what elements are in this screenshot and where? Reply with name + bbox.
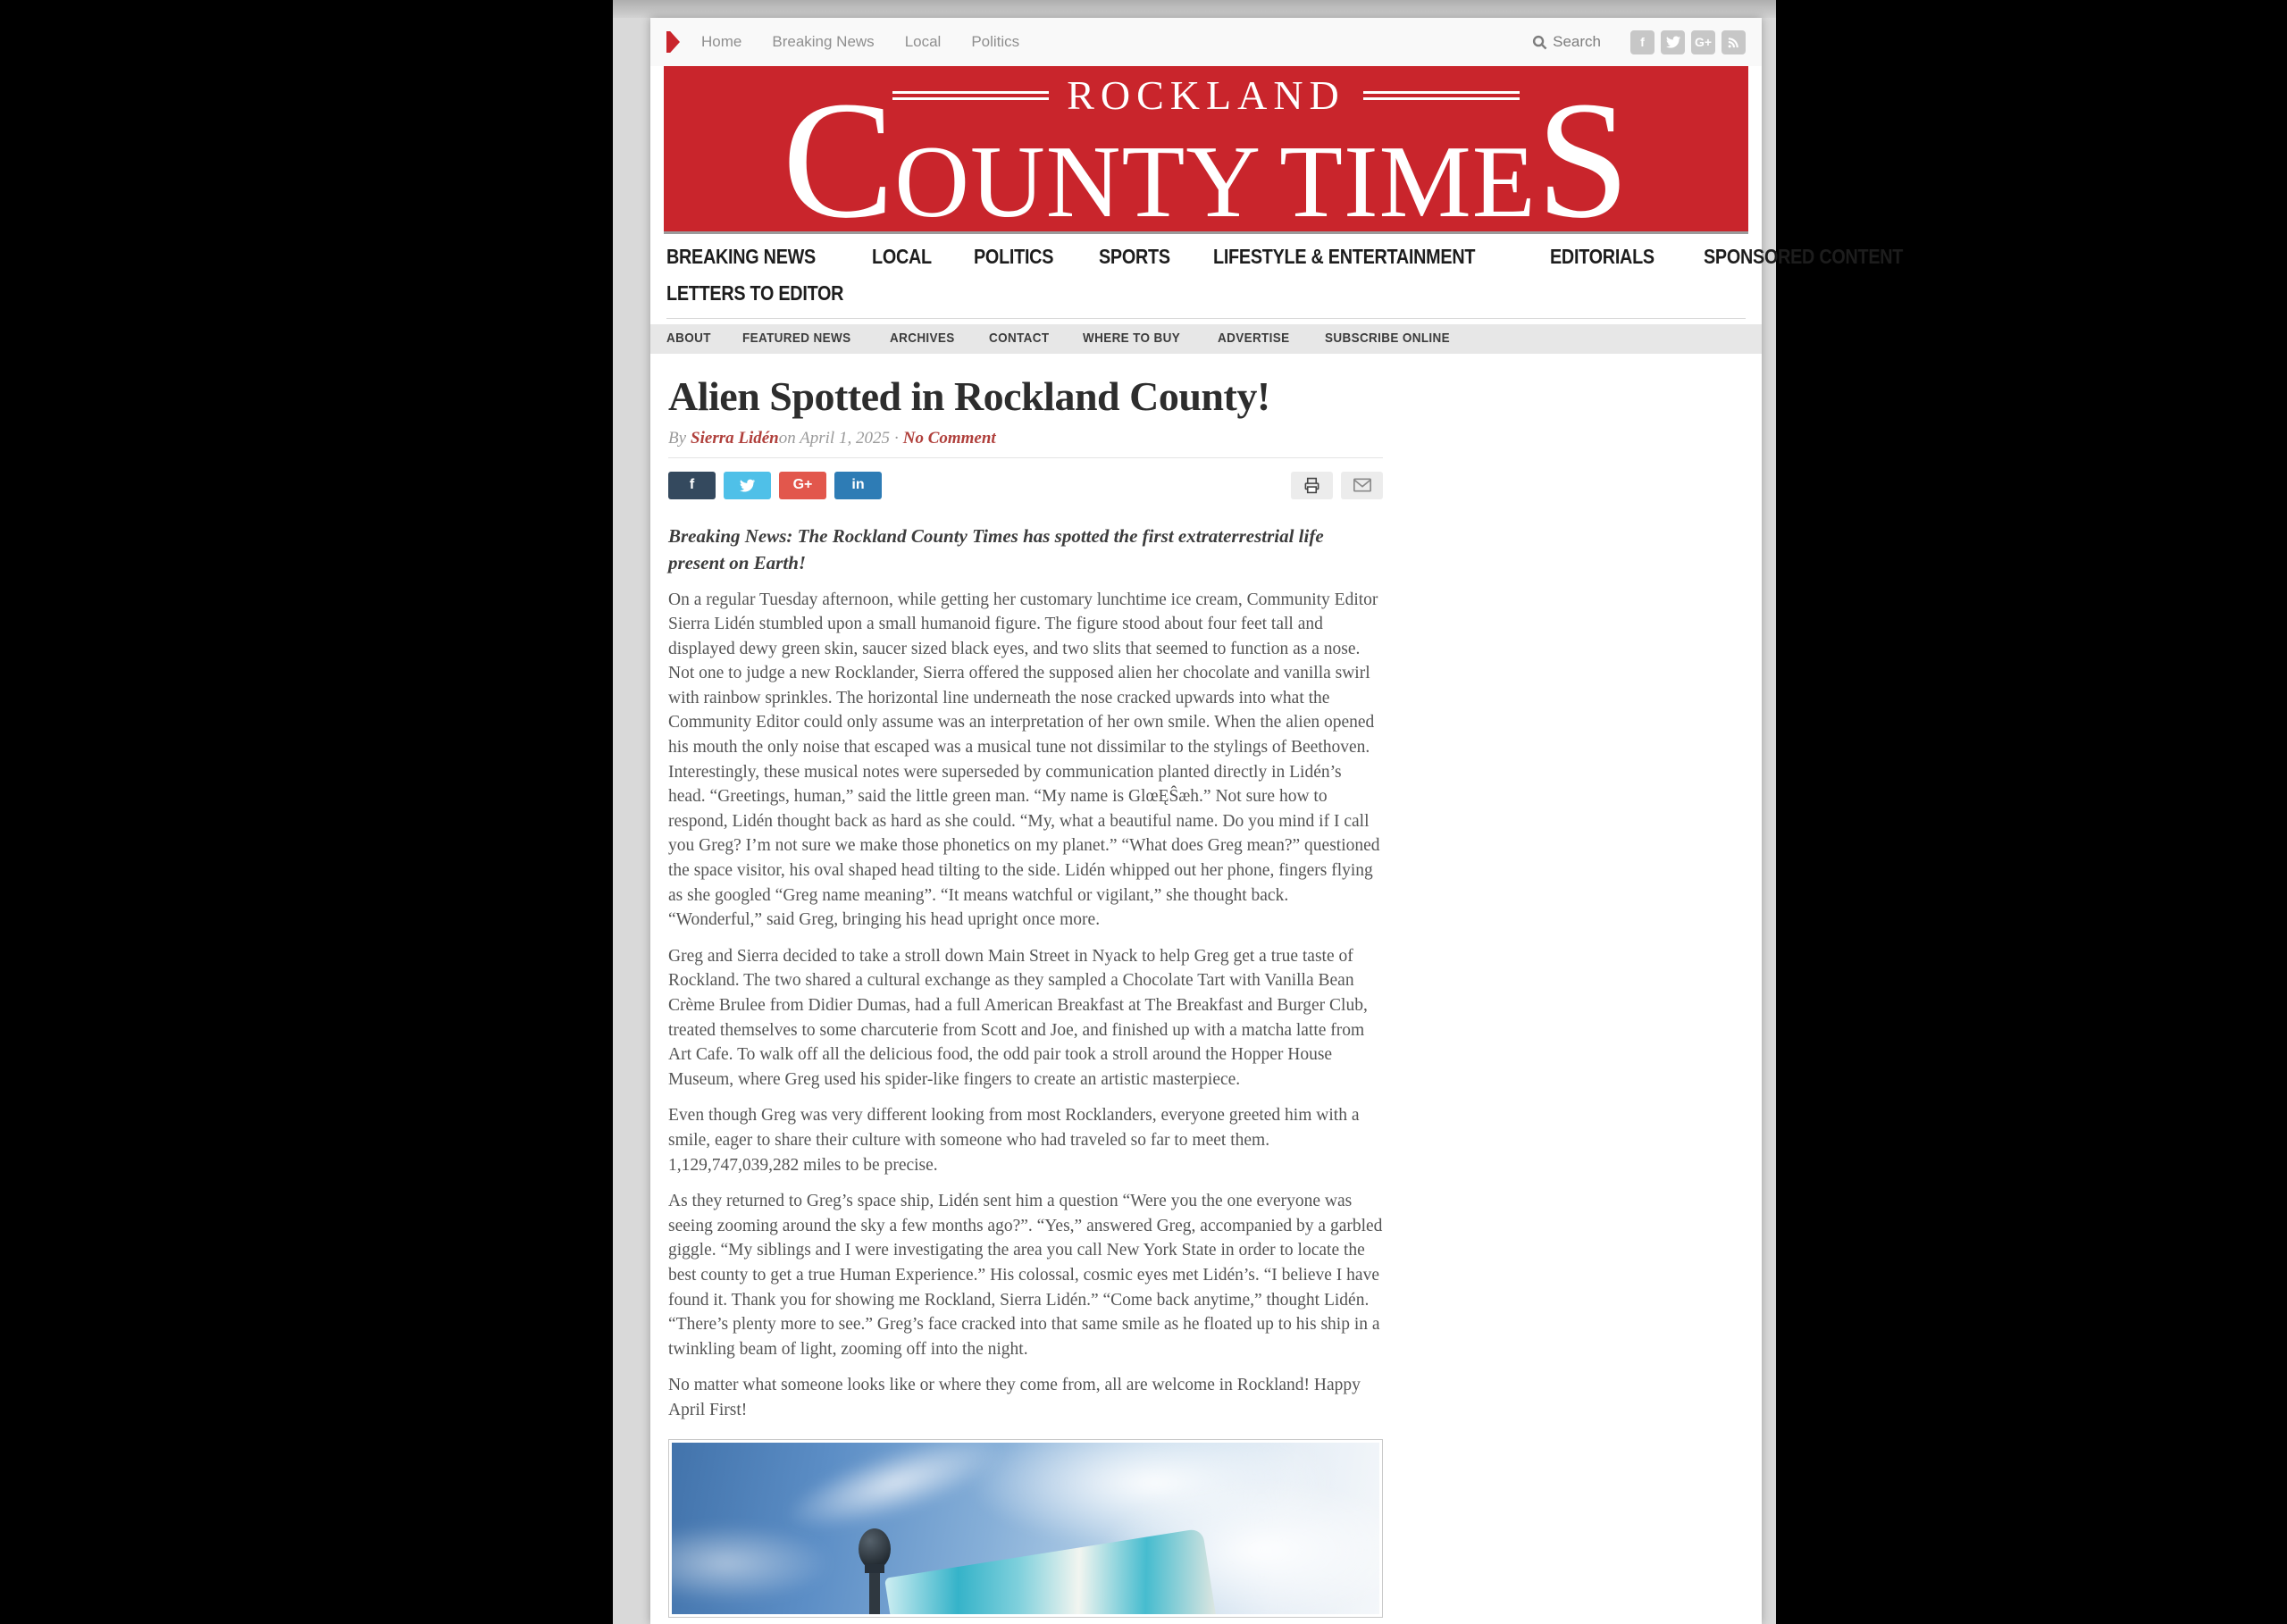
main-navigation — [650, 234, 1904, 324]
masthead-time: TIME — [1279, 125, 1537, 234]
search-label: Search — [1553, 33, 1601, 50]
byline-by: By — [668, 428, 687, 448]
masthead-right-rule — [1363, 91, 1520, 100]
article-content — [650, 354, 1401, 1618]
share-linkedin-button[interactable] — [834, 472, 882, 499]
subnav-subscribe-online[interactable]: SUBSCRIBE ONLINE — [1324, 331, 1450, 346]
masthead-rockland: ROCKLAND — [1067, 72, 1345, 118]
share-twitter-button[interactable] — [724, 472, 771, 499]
envelope-icon — [1353, 478, 1371, 492]
flagpole-cap — [865, 1564, 884, 1573]
share-toolbar — [668, 472, 1383, 499]
byline-divider — [668, 457, 1383, 458]
share-google-plus-button[interactable] — [779, 472, 826, 499]
site-page — [650, 18, 1904, 1624]
article-image — [668, 1439, 1383, 1618]
article-byline — [668, 429, 1383, 448]
main-nav-row-1 — [666, 245, 1904, 269]
google-plus-icon: G+ — [792, 477, 813, 493]
nav-divider — [666, 318, 1746, 319]
rss-glyph — [1727, 36, 1740, 49]
facebook-glyph: f — [1640, 35, 1645, 49]
masthead-big-c: C — [782, 66, 895, 234]
masthead-left-rule — [892, 91, 1049, 100]
byline-comments-link[interactable]: No Comment — [902, 428, 996, 448]
article-paragraph: Greg and Sierra decided to take a stroll down Main Street in Nyack to help Greg get a true taste of Rockland. The two shared a cultural exchange as they sampled a Chocolate Tart with Vanilla Bean Crème Brulee from Didier Dumas, had a full American Breakfast at The Breakfast and Burger Club, treated themselves to some charcuterie from Scott and Joe, and finished up with a matcha latte from Art Cafe. To walk off all the delicious food, the odd pair took a stroll around the Hopper House Museum, where Greg used his spider-like fingers to create an artistic masterpiece. — [668, 946, 1368, 1089]
cloud — [672, 1523, 833, 1603]
article-intro: Breaking News: The Rockland County Times has spotted the first extraterrestrial life present on Earth! — [668, 524, 1324, 573]
google-plus-icon[interactable] — [1691, 30, 1715, 54]
subnav-contact[interactable]: CONTACT — [988, 331, 1050, 346]
byline-separator: · — [893, 428, 899, 448]
printer-icon — [1303, 477, 1320, 494]
twitter-icon[interactable] — [1661, 30, 1685, 54]
nav-sponsored-content[interactable]: SPONSORED CONTENT — [1704, 245, 1904, 268]
page-top-shade — [613, 0, 1776, 18]
article-paragraph: As they returned to Greg’s space ship, Lidén sent him a question “Were you the one everyone was seeing zooming around the sky a few months ago?”. “Yes,” answered Greg, accompanied by a garbled giggle. “My siblings and I were investigating the area you call New York State in order to locate the best county to get a true Human Experience.” His colossal, cosmic eyes met Lidén’s. “I believe I have found it. Thank you for showing me Rockland, Sierra Lidén.” “Come back anytime,” thought Lidén. “There’s plenty more to see.” Greg’s face cracked into that same smile as he floated up to his ship in a twinkling beam of light, zooming off into the night. — [668, 1192, 1383, 1359]
share-facebook-button[interactable] — [668, 472, 716, 499]
topnav-breaking-news[interactable]: Breaking News — [772, 33, 875, 50]
byline-date: on April 1, 2025 — [778, 428, 890, 448]
topnav-local[interactable]: Local — [904, 33, 942, 50]
subnav-archives[interactable]: ARCHIVES — [890, 331, 955, 346]
article-title: Alien Spotted in Rockland County! — [668, 373, 1270, 419]
nav-local[interactable]: LOCAL — [872, 245, 933, 268]
subnav-featured-news[interactable]: FEATURED NEWS — [742, 331, 851, 346]
print-button[interactable] — [1291, 472, 1333, 499]
masthead-big-s: S — [1536, 66, 1630, 234]
nav-letters-to-editor[interactable]: LETTERS TO EDITOR — [666, 281, 844, 305]
sky-photo — [672, 1443, 1379, 1614]
google-plus-glyph: G+ — [1694, 35, 1713, 49]
subnav-about[interactable]: ABOUT — [666, 331, 711, 346]
topnav-home[interactable]: Home — [701, 33, 742, 50]
article-paragraph: Even though Greg was very different looking from most Rocklanders, everyone greeted him with a smile, eager to share their culture with someone who had traveled so far to meet them. 1,129,747,039,282 miles to be precise. — [668, 1106, 1360, 1175]
search-button[interactable] — [1532, 33, 1601, 51]
nav-sports[interactable]: SPORTS — [1098, 245, 1170, 268]
article-paragraph: No matter what someone looks like or where they come from, all are welcome in Rockland! Happy April First! — [668, 1376, 1361, 1419]
facebook-icon[interactable] — [1630, 30, 1655, 54]
nav-lifestyle-entertainment[interactable]: LIFESTYLE & ENTERTAINMENT — [1213, 245, 1476, 268]
site-bookmark-icon — [666, 31, 680, 53]
secondary-navigation — [650, 324, 1762, 354]
byline-author-link[interactable]: Sierra Lidén — [691, 428, 779, 448]
twitter-icon — [740, 478, 755, 493]
twitter-bird-glyph — [1666, 35, 1680, 49]
article-paragraph: On a regular Tuesday afternoon, while getting her customary lunchtime ice cream, Community Editor Sierra Lidén stumbled upon a small humanoid figure. The figure stood about four feet tall and displayed dewy green skin, saucer sized black eyes, and two slits that seemed to function as a nose. Not one to judge a new Rocklander, Sierra offered the supposed alien her chocolate and vanilla swirl with rainbow sprinkles. The horizontal line underneath the nose cracked upwards into what the Community Editor could only assume was an interpretation of her own smile. When the alien opened his mouth the only noise that escaped was a musical tune not dissimilar to the stylings of Beethoven. Interestingly, these musical notes were superseded by communication planted directly in Lidén’s head. “Greetings, human,” said the little green man. “My name is GlœĘŜæh.” Not sure how to respond, Lidén thought back as hard as she could. “My, what a beautiful name. Do you mind if I call you Greg? I’m not sure we make those phonetics on my planet.” “What does Greg mean?” questioned the space visitor, his oval shaped head tilting to the side. Lidén whipped out her phone, fingers flying as she googled “Greg name meaning”. “It means watchful or vigilant,” she thought back. “Wonderful,” said Greg, bringing his head upright once more. — [668, 590, 1380, 930]
masthead-ounty: OUNTY — [894, 125, 1262, 234]
topnav-politics[interactable]: Politics — [971, 33, 1020, 50]
search-icon — [1532, 35, 1547, 50]
masthead-banner[interactable] — [664, 66, 1748, 234]
rockland-flag — [884, 1528, 1219, 1613]
rss-icon[interactable] — [1722, 30, 1746, 54]
flagpole — [869, 1566, 880, 1614]
top-utility-bar — [650, 18, 1762, 66]
subnav-advertise[interactable]: ADVERTISE — [1218, 331, 1290, 346]
nav-politics[interactable]: POLITICS — [973, 245, 1054, 268]
linkedin-icon: in — [851, 477, 865, 493]
nav-breaking-news[interactable]: BREAKING NEWS — [666, 245, 816, 268]
subnav-where-to-buy[interactable]: WHERE TO BUY — [1082, 331, 1181, 346]
email-button[interactable] — [1341, 472, 1383, 499]
main-nav-row-2 — [666, 281, 1746, 306]
facebook-icon: f — [689, 477, 695, 493]
nav-editorials[interactable]: EDITORIALS — [1550, 245, 1655, 268]
